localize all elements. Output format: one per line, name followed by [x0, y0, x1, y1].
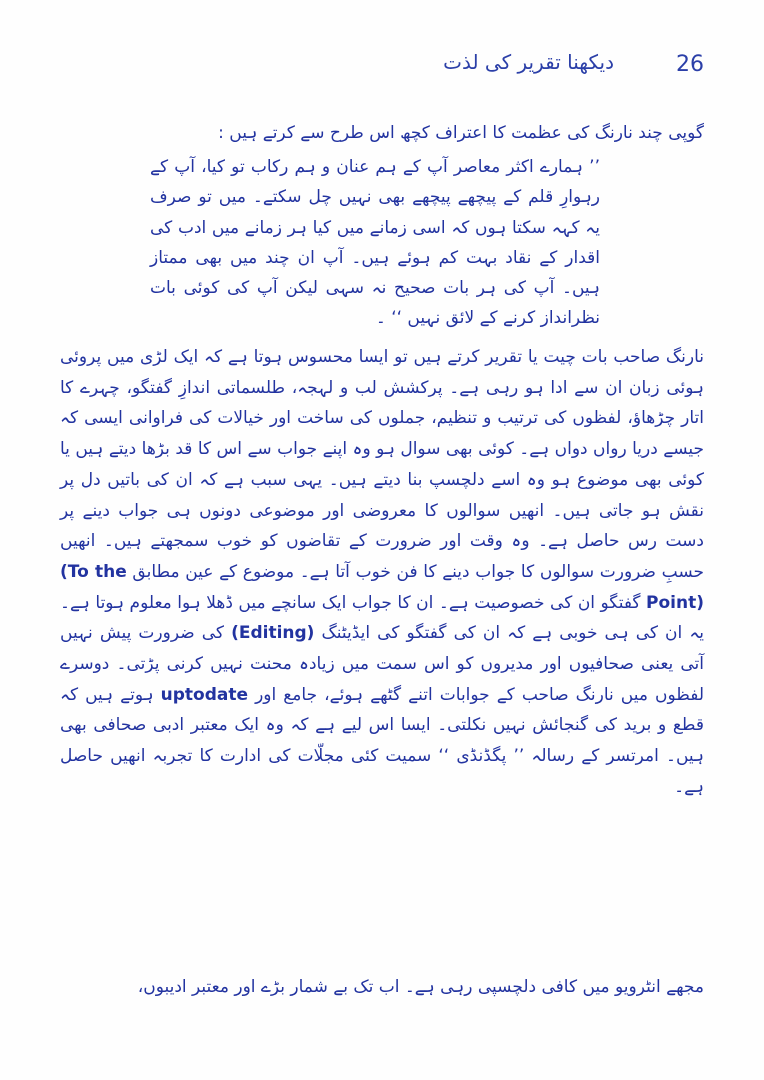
- main-paragraph: [60, 342, 704, 803]
- main-text-part1: نارنگ صاحب بات چیت یا تقریر کرتے ہیں تو ایسا محسوس ہوتا ہے کہ ایک لڑی میں پروئی ہوئی زبان ان سے ادا ہو رہی ہے۔ پرکشش لب و لہجہ، طلسماتی اندازِ گفتگو، چہرے کا اتار چڑھاؤ، لفظوں کی ترتیب و تنظیم، جملوں کی ساخت اور خیالات کی فراوانی ایسی کہ جیسے دریا رواں دواں ہے۔ کوئی بھی سوال ہو وہ اپنے جواب سے اس کا قد بڑھا دیتے ہیں یا کوئی بھی موضوع ہو وہ اسے دلچسپ بنا دیتے ہیں۔ یہی سبب ہے کہ ان کی باتیں دل پر نقش ہو جاتی ہیں۔ انھیں سوالوں کا معروضی اور موضوعی دونوں ہی جواب دینے پر دست رس حاصل ہے۔ وہ وقت اور ضرورت کے تقاضوں کو خوب سمجھتے ہیں۔ انھیں حسبِ ضرورت سوالوں کا جواب دینے کا فن خوب آتا ہے۔ موضوع کے عین مطابق: [60, 347, 705, 582]
- page-number: 26: [676, 52, 704, 77]
- closing-paragraph: [60, 972, 704, 1003]
- running-title: دیکھنا تقریر کی لذت: [443, 50, 614, 74]
- intro-line: گوپی چند نارنگ کی عظمت کا اعتراف کچھ اس طرح سے کرتے ہیں :: [218, 123, 704, 143]
- latin-term-uptodate: uptodate: [160, 684, 249, 705]
- block-quote: [150, 152, 600, 334]
- latin-term-editing: (Editing): [231, 623, 315, 644]
- main-text-part2: گفتگو ان کی خصوصیت ہے۔ ان کا جواب ایک سانچے میں ڈھلا ہوا معلوم ہوتا ہے۔ یہ ان کی ہی خوبی ہے کہ ان کی گفتگو کی ایڈیٹنگ: [60, 592, 705, 644]
- main-text-part3: کی ضرورت پیش نہیں آتی یعنی صحافیوں اور مدیروں کو اس سمت میں زیادہ محنت نہیں کرنی پڑتی۔ دوسرے لفظوں میں نارنگ صاحب کے جوابات اتنے گٹھے ہوئے، جامع اور: [60, 623, 704, 705]
- intro-paragraph: [60, 118, 704, 149]
- main-text-part4: ہوتے ہیں کہ قطع و برید کی گنجائش نہیں نکلتی۔ ایسا اس لیے ہے کہ وہ ایک معتبر ادبی صحافی بھی ہیں۔ امرتسر کے رسالہ ’’ پگڈنڈی ‘‘ سمیت کئی مجلّات کی ادارت کا تجربہ انھیں حاصل ہے۔: [60, 684, 704, 797]
- page-header: [60, 46, 704, 86]
- quote-text: ’’ ہمارے اکثر معاصر آپ کے ہم عنان و ہم رکاب تو کیا، آپ کے رہوارِ قلم کے پیچھے پیچھے بھی نہیں چل سکتے۔ میں تو صرف یہ کہہ سکتا ہوں کہ اسی زمانے میں کیا ہر زمانے میں ادب کی اقدار کے نقاد بہت کم ہوئے ہیں۔ آپ ان چند میں بھی ممتاز ہیں۔ آپ کی ہر بات صحیح نہ سہی لیکن آپ کی کوئی بات نظرانداز کرنے کے لائق نہیں ‘‘ ۔: [150, 157, 600, 329]
- closing-line: مجھے انٹرویو میں کافی دلچسپی رہی ہے۔ اب تک بے شمار بڑے اور معتبر ادیبوں،: [137, 977, 704, 997]
- latin-term-to-the-point: (To the Point): [60, 561, 705, 613]
- main-paragraph-text: [60, 342, 704, 803]
